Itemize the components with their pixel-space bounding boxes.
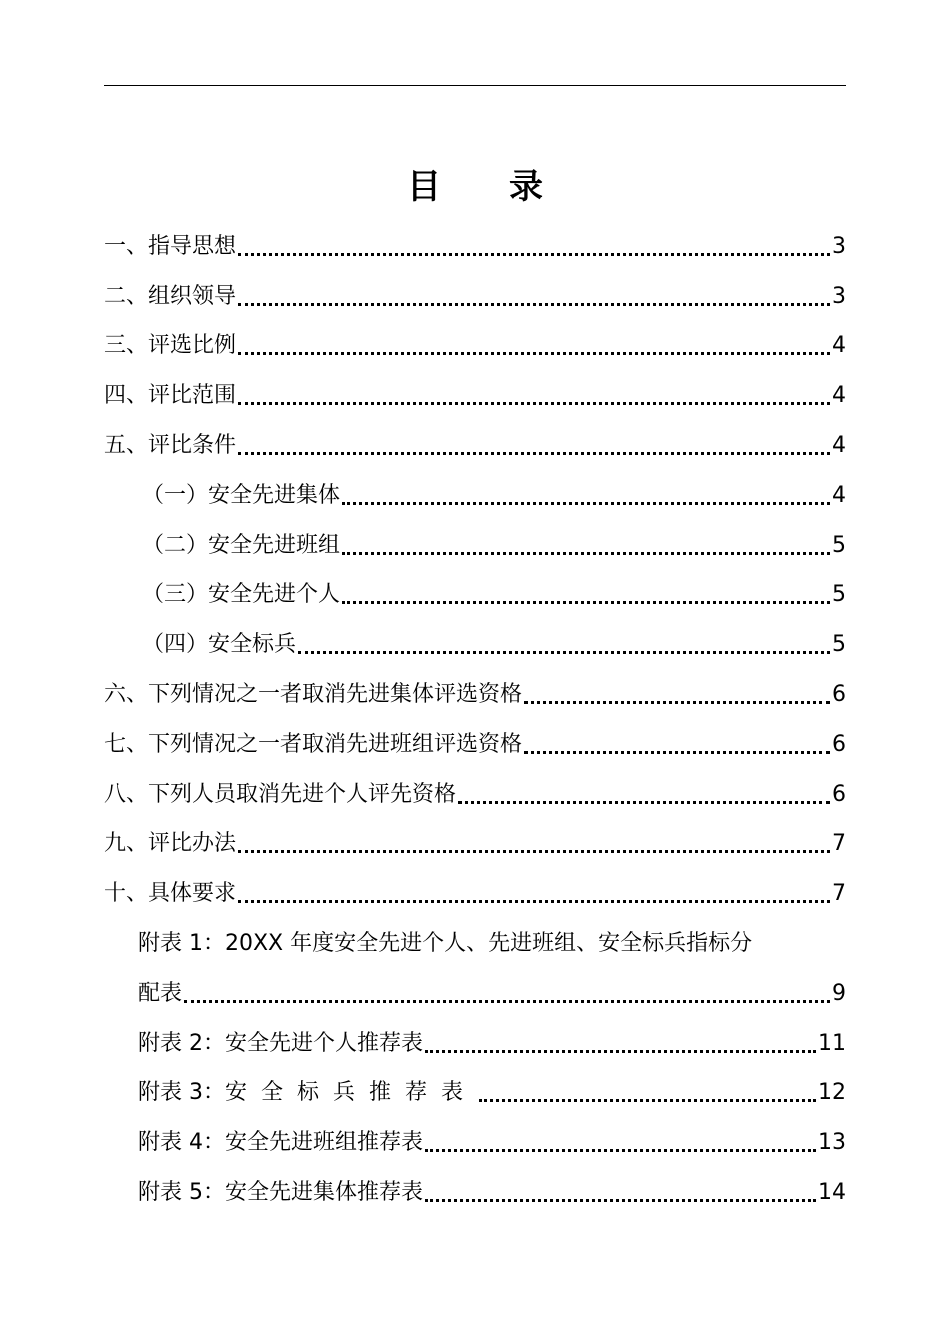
toc-entry-page: 11 — [818, 1030, 846, 1056]
toc-entry[interactable] — [104, 312, 846, 362]
toc-entry-page: 14 — [818, 1179, 846, 1205]
dot-leader — [298, 651, 830, 654]
toc-subentry[interactable] — [104, 511, 846, 561]
toc-entry[interactable] — [104, 361, 846, 411]
toc-entry-page: 7 — [832, 831, 846, 857]
toc-entry-page: 6 — [832, 681, 846, 707]
toc-entry-page: 3 — [832, 283, 846, 309]
toc-entry-label: 六、下列情况之一者取消先进集体评选资格 — [104, 681, 523, 707]
toc-entry-label-line1: 附表 1：20XX 年度安全先进个人、先进班组、安全标兵指标分 — [138, 930, 753, 956]
dot-leader — [524, 701, 830, 704]
dot-leader — [238, 900, 830, 903]
toc-entry-page: 7 — [832, 881, 846, 907]
toc-appendix-entry[interactable] — [104, 959, 846, 1009]
toc-appendix-entry[interactable] — [104, 1158, 846, 1208]
dot-leader — [238, 352, 830, 355]
dot-leader — [342, 552, 830, 555]
toc-entry-page: 13 — [818, 1130, 846, 1156]
dot-leader — [238, 402, 830, 405]
header-rule — [104, 85, 846, 86]
toc-entry-label: （三）安全先进个人 — [142, 582, 341, 608]
toc-entry-label: 一、指导思想 — [104, 233, 237, 259]
toc-entry-label: 五、评比条件 — [104, 432, 237, 458]
dot-leader — [238, 303, 830, 306]
toc-entry[interactable] — [104, 760, 846, 810]
toc-subentry[interactable] — [104, 610, 846, 660]
toc-entry-page: 12 — [818, 1080, 846, 1106]
dot-leader — [342, 601, 830, 604]
toc-entry-label: 九、评比办法 — [104, 831, 237, 857]
toc-entry[interactable] — [104, 660, 846, 710]
dot-leader — [238, 452, 830, 455]
toc-entry-page: 5 — [832, 532, 846, 558]
dot-leader — [425, 1050, 816, 1053]
dot-leader — [458, 801, 830, 804]
toc-appendix-entry[interactable] — [104, 1059, 846, 1109]
page-title — [0, 162, 950, 212]
toc-entry-page: 6 — [832, 731, 846, 757]
toc-entry-label: 附表 4：安全先进班组推荐表 — [138, 1130, 423, 1156]
toc-entry-label: 七、下列情况之一者取消先进班组评选资格 — [104, 731, 523, 757]
dot-leader — [184, 1000, 830, 1003]
toc-subentry[interactable] — [104, 461, 846, 511]
toc-entry-page: 3 — [832, 233, 846, 259]
toc-entry[interactable] — [104, 411, 846, 461]
toc-entry[interactable] — [104, 262, 846, 312]
toc-entry-label: 八、下列人员取消先进个人评先资格 — [104, 781, 457, 807]
toc-entry-page: 4 — [832, 383, 846, 409]
title-char-1: 目 — [407, 167, 441, 207]
toc-entry-page: 9 — [832, 980, 846, 1006]
toc-appendix-entry[interactable] — [104, 1009, 846, 1059]
dot-leader — [342, 502, 830, 505]
toc-entry-label: （四）安全标兵 — [142, 632, 297, 658]
dot-leader — [238, 253, 830, 256]
title-char-2: 录 — [509, 167, 543, 207]
toc-entry-page: 4 — [832, 333, 846, 359]
dot-leader — [524, 751, 830, 754]
toc-entry-page: 6 — [832, 781, 846, 807]
toc-entry-wrapped-line[interactable] — [104, 909, 846, 959]
toc-entry-label: 配表 — [138, 980, 183, 1006]
toc-subentry[interactable] — [104, 561, 846, 611]
toc-entry-label-prefix: 附表 3： — [138, 1080, 225, 1106]
toc-entry[interactable] — [104, 710, 846, 760]
toc-appendix-entry[interactable] — [104, 1108, 846, 1158]
toc-entry-label: 四、评比范围 — [104, 383, 237, 409]
toc-entry-label: （一）安全先进集体 — [142, 482, 341, 508]
dot-leader — [425, 1199, 816, 1202]
toc-entry-page: 5 — [832, 632, 846, 658]
toc-entry-label: 三、评选比例 — [104, 333, 237, 359]
toc-entry-page: 4 — [832, 482, 846, 508]
toc-entry-label: 安全标兵推荐表 — [225, 1080, 478, 1106]
toc-entry-page: 5 — [832, 582, 846, 608]
toc-entry-label: 十、具体要求 — [104, 881, 237, 907]
toc-entry[interactable] — [104, 810, 846, 860]
toc-entry[interactable] — [104, 859, 846, 909]
toc-entry-label: 附表 5：安全先进集体推荐表 — [138, 1179, 423, 1205]
toc-entry-label: 附表 2：安全先进个人推荐表 — [138, 1030, 423, 1056]
dot-leader — [425, 1149, 816, 1152]
toc-entry[interactable] — [104, 212, 846, 262]
toc-entry-page: 4 — [832, 432, 846, 458]
dot-leader — [238, 850, 830, 853]
table-of-contents — [104, 212, 846, 1208]
toc-entry-label: （二）安全先进班组 — [142, 532, 341, 558]
dot-leader — [479, 1099, 816, 1102]
toc-entry-label: 二、组织领导 — [104, 283, 237, 309]
